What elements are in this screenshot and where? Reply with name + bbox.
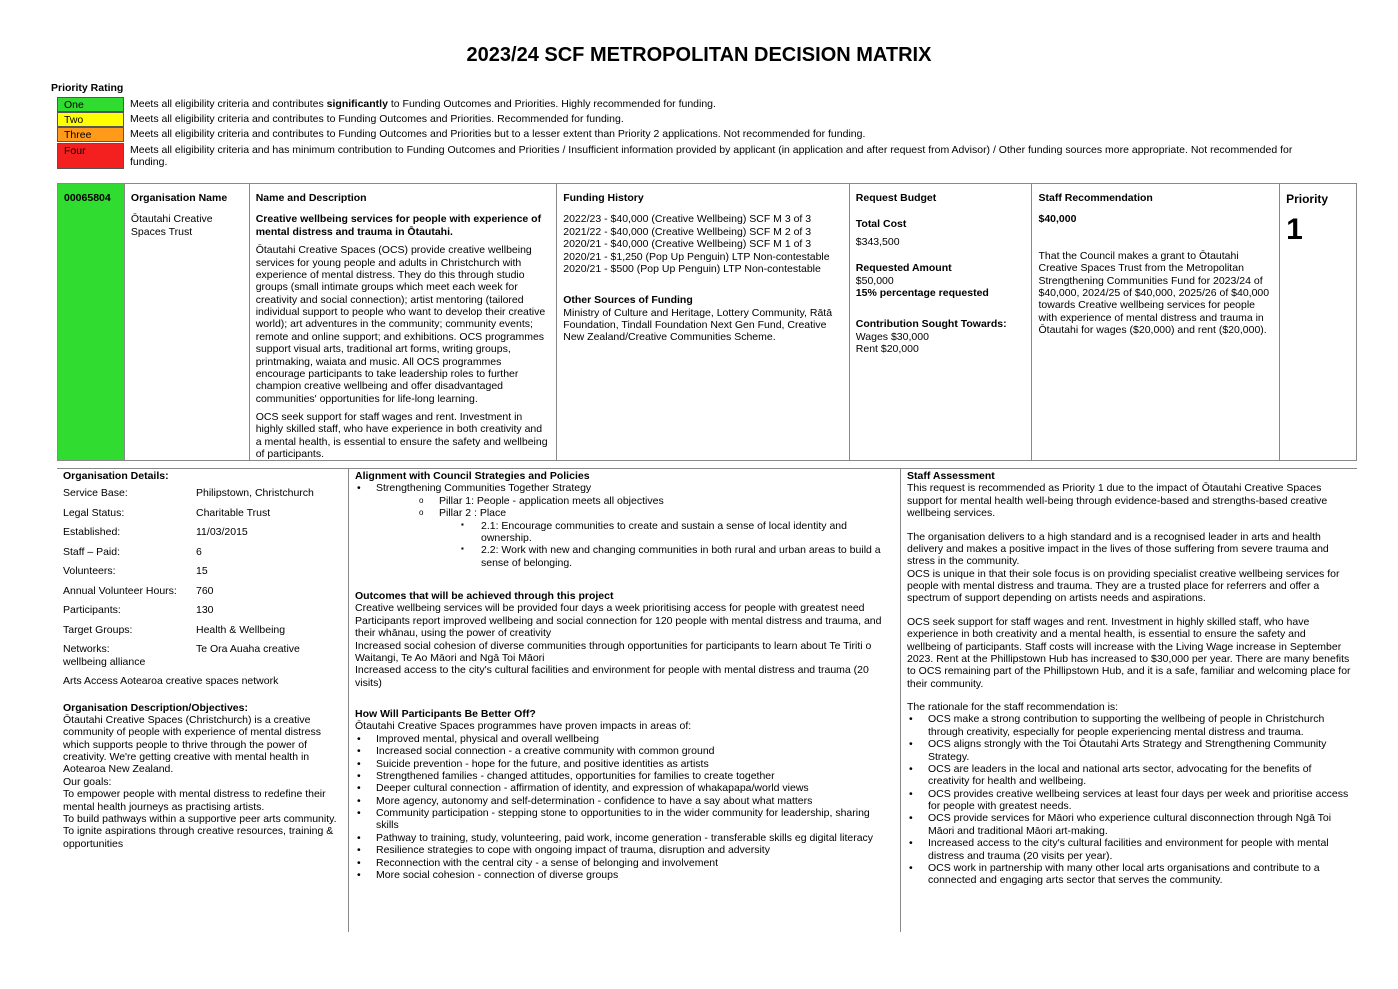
networks-continued: wellbeing alliance [63, 655, 146, 668]
priority-rating-heading: Priority Rating [51, 82, 124, 94]
pillar-objective: ▪ 2.1: Encourage communities to create and sustain a sense of local identity and ownership. [355, 520, 894, 545]
priority-desc-one: Meets all eligibility criteria and contributes significantly to Funding Outcomes and Priorities. Highly recommended for funding. [130, 98, 716, 110]
organisation-name-cell [125, 184, 250, 460]
recommendation-text: That the Council makes a grant to Ōtautahi Creative Spaces Trust from the Metropolitan Strengthening Communities Fund for 2023/24 of $40,000, 2024/25 of $40,000, 2025/26 of $40,000 towards Creative wellbeing services for people with experience of mental distress and trauma in Ōtautahi for wages ($20,000) and rent ($20,000). [1038, 249, 1270, 336]
funding-history-item: 2020/21 - $1,250 (Pop Up Penguin) LTP Non-contestable [563, 250, 830, 263]
better-off-intro: Ōtautahi Creative Spaces programmes have proven impacts in areas of: [355, 720, 692, 733]
contribution-wages: Wages $30,000 [855, 330, 929, 343]
goal-item: To build pathways within a supportive peer arts community. [63, 812, 337, 825]
name-description-header: Name and Description [255, 192, 367, 204]
priority-row-four [57, 143, 1310, 169]
detail-row: Target Groups: Health & Wellbeing [63, 623, 286, 636]
funding-history-header: Funding History [563, 192, 644, 204]
other-sources: Ministry of Culture and Heritage, Lottery Community, Rātā Foundation, Tindall Foundation Next Gen Fund, Creative New Zealand/Creative Communities Scheme. [563, 306, 833, 344]
better-off-item: • Pathway to training, study, volunteering, paid work, income generation - transferable skills eg digital literacy [355, 832, 894, 844]
application-id: 00065804 [58, 184, 125, 460]
rationale-item: • OCS work in partnership with many other local arts organisations and contribute to a connected and engaging arts sector that serves the community. [907, 862, 1351, 887]
assessment-paragraph: OCS is unique in that their sole focus is on providing specialist creative wellbeing services for people with mental distress and trauma. They are a trusted place for referrers and offer a spectrum of support depending on artists needs and aspirations. [907, 567, 1340, 605]
page-title: 2023/24 SCF METROPOLITAN DECISION MATRIX [466, 44, 932, 66]
funding-history-item: 2021/22 - $40,000 (Creative Wellbeing) SCF M 2 of 3 [563, 225, 812, 238]
name-description-cell [250, 184, 558, 460]
total-cost-label: Total Cost [855, 218, 907, 231]
priority-desc-four: Meets all eligibility criteria and has minimum contribution to Funding Outcomes and Priorities / Insufficient information provided by applicant (in application and after request from Advisor) / Other funding sources more appropriate. Not recommended for funding. [130, 144, 1293, 168]
recommended-amount: $40,000 [1038, 213, 1077, 226]
assessment-paragraph: The organisation delivers to a high standard and is a recognised leader in arts and health delivery and makes a positive impact in the lives of those suffering from severe trauma and stress in the community. [907, 530, 1329, 568]
application-summary-table [57, 183, 1357, 461]
outcome-item: Creative wellbeing services will be provided four days a week prioritising access for people with greatest need [355, 602, 865, 615]
funding-history-cell [557, 184, 850, 460]
priority-desc-three: Meets all eligibility criteria and contributes to Funding Outcomes and Priorities but to a lesser extent than Priority 2 applications. Not recommended for funding. [130, 128, 866, 140]
goal-item: To ignite aspirations through creative resources, training & opportunities [63, 825, 334, 850]
organisation-description: Ōtautahi Creative Spaces (Christchurch) is a creative community of people with experience of mental distress which supports people to thrive through the power of creativity. We're getting creative with mental health in Aotearoa New Zealand. [63, 713, 321, 776]
priority-row-one [57, 97, 1330, 112]
better-off-item: • Reconnection with the central city - a sense of belonging and involvement [355, 857, 894, 869]
detail-row: Legal Status: Charitable Trust [63, 506, 271, 519]
organisation-details-heading: Organisation Details: [63, 470, 169, 482]
rationale-item: • OCS provides creative wellbeing services at least four days per week and prioritise access for people with greatest needs. [907, 788, 1351, 813]
rationale-item: • OCS provide services for Māori who experience cultural disconnection through Ngā Toi Māori and traditional Māori art-making. [907, 812, 1351, 837]
other-sources-header: Other Sources of Funding [563, 294, 693, 307]
better-off-item: • Resilience strategies to cope with ongoing impact of trauma, disruption and adversity [355, 844, 894, 856]
request-budget-cell [850, 184, 1033, 460]
request-budget-header: Request Budget [855, 192, 937, 204]
detail-row: Established: 11/03/2015 [63, 526, 248, 539]
outcome-item: Increased access to the city's cultural facilities and environment for people with mental distress and trauma (20 visits) [355, 664, 869, 689]
staff-assessment-column [900, 469, 1357, 932]
detail-row: Participants: 130 [63, 604, 214, 617]
alignment-heading: Alignment with Council Strategies and Policies [355, 470, 590, 482]
assessment-paragraph: OCS seek support for staff wages and rent. Investment in highly skilled staff, who have experience in both creativity and a mental health, is essential to ensure the safety and wellbeing of participants. Staff costs will increase with the Living Wage increase in September 2023. Rent at the Phillipstown Hub has increased to $30,000 per year. There are many benefits to OCS remaining part of the Phillipstown Hub, and it is a safe, familiar and welcoming place for their community. [907, 615, 1351, 690]
priority-row-three [57, 127, 1330, 142]
rationale-list [907, 713, 1351, 886]
contribution-rent: Rent $20,000 [855, 343, 919, 355]
detail-row: Networks: Te Ora Auaha creative [63, 643, 300, 656]
rationale-item: • Increased access to the city's cultural facilities and environment for people with mental distress and trauma (20 visits per year). [907, 837, 1351, 862]
goal-item: To empower people with mental distress to redefine their mental health journeys as practising artists. [63, 788, 326, 813]
pillar-objective: ▪ 2.2: Work with new and changing communities in both rural and urban areas to build a sense of belonging. [355, 544, 894, 569]
strategy-list [355, 482, 894, 569]
strategy-item: • Strengthening Communities Together Strategy [355, 482, 894, 494]
better-off-item: • Community participation - stepping stone to opportunities to in the wider community for leadership, sharing skills [355, 807, 894, 832]
better-off-item: • Improved mental, physical and overall wellbeing [355, 733, 894, 745]
priority-header: Priority [1286, 192, 1329, 206]
better-off-heading: How Will Participants Be Better Off? [355, 708, 536, 720]
assessment-paragraph: This request is recommended as Priority 1 due to the impact of Ōtautahi Creative Spaces support for mental health well-being through evidence-based and strengths-based creative wellbeing services. [907, 482, 1328, 520]
priority-desc-two: Meets all eligibility criteria and contributes to Funding Outcomes and Priorities. Recommended for funding. [130, 113, 624, 125]
organisation-details-column [57, 469, 348, 932]
priority-chip-two: Two [57, 112, 124, 127]
better-off-item: • Suicide prevention - hope for the future, and positive identities as artists [355, 758, 894, 770]
funding-history-item: 2022/23 - $40,000 (Creative Wellbeing) SCF M 3 of 3 [563, 213, 812, 226]
goals-label: Our goals: [63, 775, 112, 788]
outcomes-heading: Outcomes that will be achieved through this project [355, 590, 614, 602]
networks-extra: Arts Access Aotearoa creative spaces network [63, 675, 279, 688]
organisation-name: Ōtautahi Creative Spaces Trust [130, 213, 213, 238]
better-off-item: • Increased social connection - a creative community with common ground [355, 745, 894, 757]
priority-cell [1280, 184, 1356, 460]
better-off-item: • Deeper cultural connection - affirmation of identity, and expression of whakapapa/world views [355, 782, 894, 794]
better-off-item: • More social cohesion - connection of diverse groups [355, 869, 894, 881]
priority-chip-four: Four [57, 143, 124, 169]
rationale-item: • OCS make a strong contribution to supporting the wellbeing of people in Christchurch through creativity, especially for people experiencing mental distress and trauma. [907, 713, 1351, 738]
outcome-item: Participants report improved wellbeing and social connection for 120 people with mental distress and trauma, and their whānau, using the power of creativity [355, 614, 882, 640]
requested-amount-label: Requested Amount [855, 262, 952, 275]
priority-row-two [57, 112, 1330, 127]
better-off-item: • Strengthened families - changed attitudes, opportunities for families to create together [355, 770, 894, 782]
requested-amount-value: $50,000 [855, 274, 894, 287]
priority-chip-three: Three [57, 127, 124, 142]
rationale-item: • OCS are leaders in the local and national arts sector, advocating for the benefits of creativity for health and wellbeing. [907, 763, 1351, 788]
detail-row: Staff – Paid: 6 [63, 545, 202, 558]
assessment-details-section [57, 468, 1357, 932]
rationale-intro: The rationale for the staff recommendation is: [907, 701, 1119, 713]
better-off-list [355, 733, 894, 882]
project-request-summary: OCS seek support for staff wages and rent. Investment in highly skilled staff, who have experience in both creativity and a mental health, is essential to ensure the safety and wellbeing of participants. [255, 411, 548, 461]
total-cost-value: $343,500 [855, 235, 900, 248]
detail-row: Service Base: Philipstown, Christchurch [63, 487, 314, 500]
detail-row: Annual Volunteer Hours: 760 [63, 584, 214, 597]
staff-recommendation-header: Staff Recommendation [1038, 192, 1153, 204]
alignment-column [348, 469, 900, 932]
outcome-item: Increased social cohesion of diverse communities through opportunities for participants to learn about Te Tiriti o Waitangi, Te Ao Māori and Ngā Toi Māori [355, 639, 872, 664]
staff-assessment-heading: Staff Assessment [907, 470, 995, 482]
better-off-item: • More agency, autonomy and self-determination - confidence to have a say about what matters [355, 795, 894, 807]
funding-history-item: 2020/21 - $40,000 (Creative Wellbeing) SCF M 1 of 3 [563, 238, 812, 251]
staff-recommendation-cell [1032, 184, 1280, 460]
detail-row: Volunteers: 15 [63, 565, 208, 578]
organisation-name-header: Organisation Name [130, 192, 228, 204]
organisation-description-heading: Organisation Description/Objectives: [63, 701, 248, 714]
contribution-sought-label: Contribution Sought Towards: [855, 318, 1007, 331]
pillar-item: o Pillar 1: People - application meets all objectives [355, 495, 894, 507]
funding-history-item: 2020/21 - $500 (Pop Up Penguin) LTP Non-contestable [563, 262, 821, 275]
rationale-item: • OCS aligns strongly with the Toi Ōtautahi Arts Strategy and Strengthening Community Strategy. [907, 738, 1351, 763]
priority-value: 1 [1286, 213, 1303, 247]
priority-chip-one: One [57, 97, 124, 112]
project-description: Ōtautahi Creative Spaces (OCS) provide creative wellbeing services for young people and adults in Christchurch with experience of mental distress. They do this through studio groups (small intimate groups which meet each week for creativity and social connection); artist mentoring (tailored individual support to people who want to develop their creative world); art adventures in the community; community events; remote and online support; and exhibitions. OCS programmes support visual arts, traditional art forms, writing groups, printmaking, waiata and music. All OCS programmes encourage participants to take leadership roles to further champion creative wellbeing and offer disadvantaged communities' opportunities for life-long learning. [255, 244, 546, 405]
project-title: Creative wellbeing services for people with experience of mental distress and trauma in Ōtautahi. [255, 213, 542, 238]
pillar-item: o Pillar 2 : Place [355, 507, 894, 519]
percentage-requested: 15% percentage requested [855, 286, 989, 299]
